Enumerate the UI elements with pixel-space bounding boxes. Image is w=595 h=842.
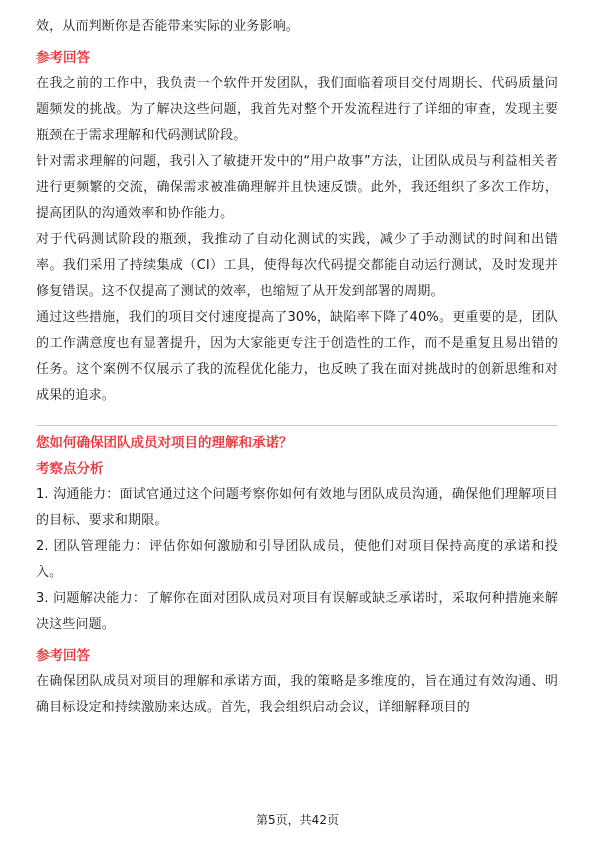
reference-answer-heading: 参考回答 [36,648,90,664]
answer-paragraph: 在确保团队成员对项目的理解和承诺方面，我的策略是多维度的，旨在通过有效沟通、明确目标设定和持续激励来达成。首先，我会组织启动会议，详细解释项目的 [36,674,558,715]
answer-paragraph: 通过这些措施，我们的项目交付速度提高了30%，缺陷率下降了40%。更重要的是，团队的工作满意度也有显著提升，因为大家能更专注于创造性的工作，而不是重复且易出错的任务。这个案例不仅展示了我的流程优化能力，也反映了我在面对挑战时的创新思维和对成果的追求。 [36,310,558,403]
answer-paragraph: 在我之前的工作中，我负责一个软件开发团队，我们面临着项目交付周期长、代码质量问题频发的挑战。为了解决这些问题，我首先对整个开发流程进行了详细的审查，发现主要瓶颈在于需求理解和代码测试阶段。 [36,76,558,143]
document-page [36,14,558,721]
analysis-point: 2. 团队管理能力：评估你如何激励和引导团队成员，使他们对项目保持高度的承诺和投入。 [36,539,558,580]
analysis-point: 1. 沟通能力：面试官通过这个问题考察你如何有效地与团队成员沟通，确保他们理解项目的目标、要求和期限。 [36,487,558,528]
question-title: 您如何确保团队成员对项目的理解和承诺？ [36,435,293,451]
reference-answer-heading: 参考回答 [36,50,90,66]
analysis-heading: 考察点分析 [36,461,104,477]
continued-paragraph: 效，从而判断你是否能带来实际的业务影响。 [36,19,300,34]
analysis-point: 3. 问题解决能力：了解你在面对团队成员对项目有误解或缺乏承诺时，采取何种措施来解决这些问题。 [36,591,558,632]
answer-paragraph: 针对需求理解的问题，我引入了敏捷开发中的“用户故事”方法，让团队成员与利益相关者进行更频繁的交流，确保需求被准确理解并且快速反馈。此外，我还组织了多次工作坊，提高团队的沟通效率和协作能力。 [36,154,558,221]
section-divider [36,425,558,426]
answer-paragraph: 对于代码测试阶段的瓶颈，我推动了自动化测试的实践，减少了手动测试的时间和出错率。我们采用了持续集成（CI）工具，使得每次代码提交都能自动运行测试，及时发现并修复错误。这不仅提高了测试的效率，也缩短了从开发到部署的周期。 [36,232,558,299]
page-footer: 第5页，共42页 [256,813,339,827]
